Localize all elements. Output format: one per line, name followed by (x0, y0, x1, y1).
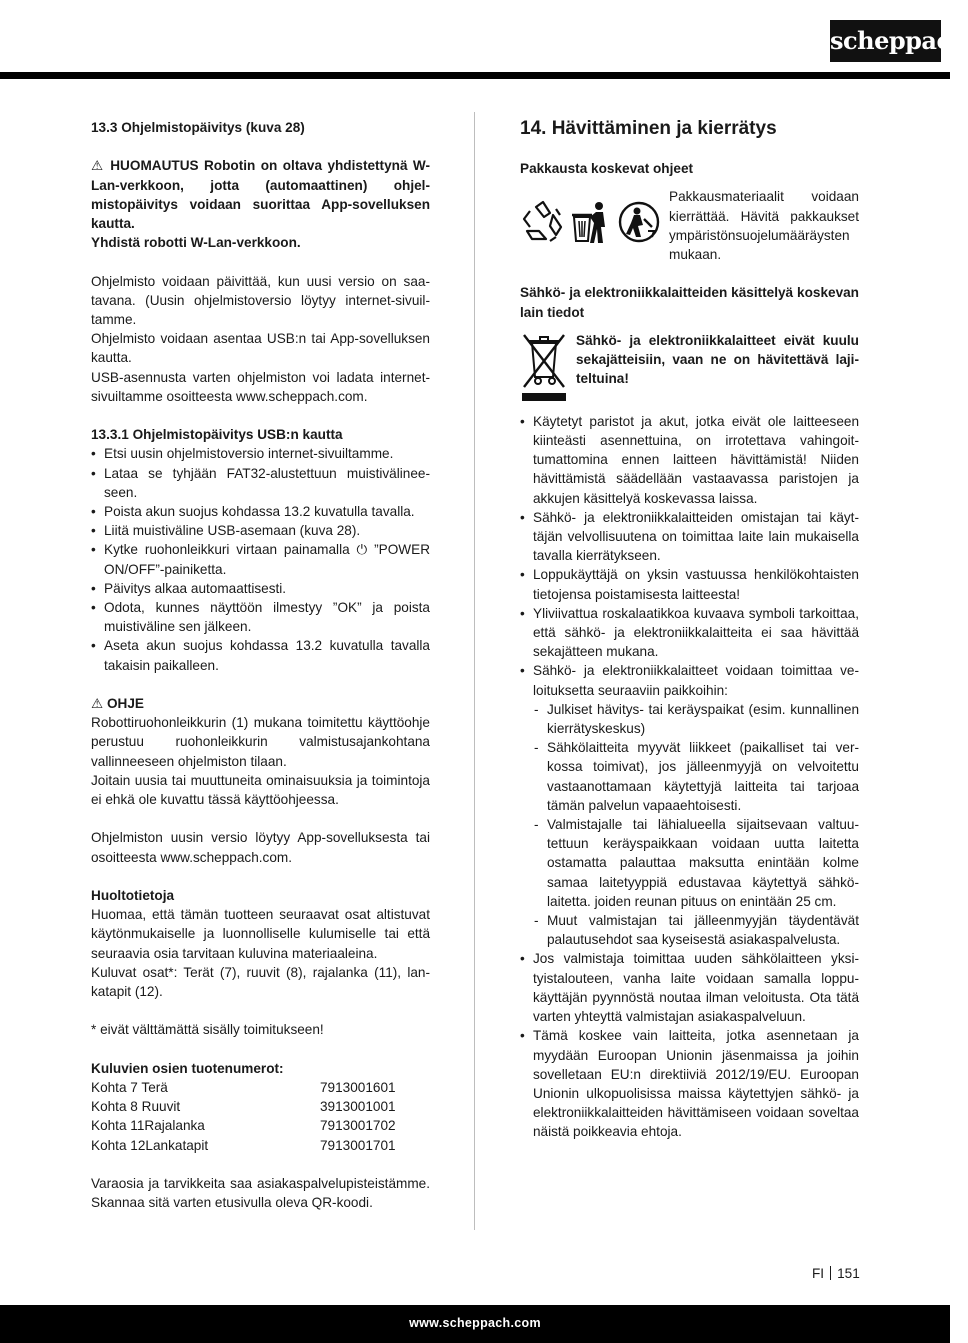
scheppach-logo: scheppach (830, 20, 941, 62)
sub-list-item: - Muut valmistajan tai jälleenmyyjän täydentävät palautusehdot saa kyseisestä asiakaspalvelusta. (533, 911, 859, 949)
crossed-bin-icon (520, 331, 568, 403)
warning-icon: ⚠ (91, 158, 105, 174)
part-number: 7913001601 (320, 1080, 396, 1096)
sub-list-item: - Valmistajalle tai lähialueella sijaitsevaan valtuutettuun keräyspaikkaan voidaan uutta laitetta ostamatta palauttaa maksutta enintään kolme samaa laitetyyppiä edustavaa käytettyä sähkölaitetta. joiden reunan pituus on enintään 25 cm. (533, 815, 859, 911)
separator (830, 1266, 831, 1280)
list-item (520, 661, 859, 949)
list-item: • Tämä koskee vain laitteita, jotka asennetaan ja myydään Euroopan Unionin jäsenmaissa ja joihin sovelletaan EU:n direktiiviä 2012/19/EU. Euroopan Unionin ulkopuolisissa maissa käytettyjen sähkö- ja elektroniikkalaitteiden hävittämiseen voidaan soveltaa näistä poikkeavia ehtoja. (520, 1026, 859, 1141)
section-heading-14: 14. Hävittäminen ja kierrätys (520, 118, 777, 139)
weee-list (520, 412, 859, 1142)
power-step-text: Kytke ruohonleikkuri virtaan painamalla (104, 542, 350, 558)
notice-action: Yhdistä robotti W-Lan-verkkoon. (91, 235, 301, 251)
list-item: • Liitä muistiväline USB-asemaan (kuva 28). (91, 521, 430, 540)
ohje-heading (91, 694, 430, 713)
parts-table (91, 1078, 430, 1155)
packaging-icons (520, 187, 665, 245)
warning-icon: ⚠ (91, 696, 104, 712)
power-button-icon: ⏻ (356, 542, 368, 558)
list-item: • Etsi uusin ohjelmistoversio internet-sivuiltamme. (91, 444, 430, 463)
packaging-block (520, 187, 859, 264)
language-code: FI (812, 1266, 825, 1281)
list-item: • Käytetyt paristot ja akut, jotka eivät ole laitteeseen kiinteästi asennettuina, on irrotettava vahingoittumattomina ennen laitteen hävittämistä! Niiden hävittämistä säädellään vastaavassa paristojen ja akkujen käsittelyä koskevassa laissa. (520, 412, 859, 508)
list-item: • Yliviivattua roskalaatikkoa kuvaava symboli tarkoittaa, että sähkö- ja elektroniikkalaitteita ei saa hävittää sekajätteen mukana. (520, 604, 859, 662)
footer-url: www.scheppach.com (409, 1316, 541, 1330)
part-name: Kohta 8 Ruuvit (91, 1099, 181, 1115)
power-step-text-end: ”POWER ON/OFF”-painiketta. (104, 542, 431, 577)
places-list (533, 700, 859, 950)
packaging-heading: Pakkausta koskevat ohjeet (520, 161, 694, 177)
paragraph: Ohjelmisto voidaan asentaa USB:n tai App-sovelluksen kautta. (91, 331, 430, 366)
paragraph: Huomaa, että tämän tuotteen seuraavat osat altistuvat käytönmukaiselle ja luonnolliselle kulumiselle tai että seuraavia osia tarvitaan kuluvina materiaaleina. (91, 907, 430, 961)
ohje-title: OHJE (106, 696, 144, 712)
paragraph: Robottiruohonleikkurin (1) mukana toimitettu käyttöohje perustuu ruohonleikkurin valmistusajankohtana vallinneeseen ohjelmiston tilaan. (91, 715, 430, 769)
list-item: • Loppukäyttäjä on yksin vastuussa henkilökohtaisten tietojensa poistamisesta laitteesta! (520, 565, 859, 603)
recycle-icon (520, 199, 566, 245)
part-number: 7913001701 (320, 1137, 396, 1153)
part-number: 7913001702 (320, 1118, 396, 1134)
column-divider (474, 112, 475, 1230)
sub-list-item: - Julkiset hävitys- tai keräyspaikat (esim. kunnallinen kierrätyskeskus) (533, 700, 859, 738)
list-item: • Lataa se tyhjään FAT32-alustettuun muistivälineeseen. (91, 464, 430, 502)
tidyman-bin-icon (570, 199, 612, 245)
sub-list-item: - Sähkölaitteita myyvät liikkeet (paikalliset tai verkossa toimivat), jos jälleenmyyjä on velvoitettu vastaanottamaan käytettyjä laitteita tai tarjoaa tämän palvelun vapaaehtoisesti. (533, 738, 859, 815)
weee-heading: Sähkö- ja elektroniikkalaitteiden käsittelyä koskevan lain tiedot (520, 285, 859, 320)
places-intro: Sähkö- ja elektroniikkalaitteet voidaan toimittaa veloituksetta seuraaviin paikkoihin: (533, 663, 859, 698)
paragraph: Joitain uusia tai muuttuneita ominaisuuksia ja toimintoja ei ehkä ole kuvattu tässä käyttöohjeessa. (91, 772, 430, 808)
list-item: • Aseta akun suojus kohdassa 13.2 kuvatulla tavalla takaisin paikalleen. (91, 636, 430, 674)
notice-block (91, 156, 430, 233)
usb-steps-list (91, 444, 430, 674)
paragraph: Varaosia ja tarvikkeita saa asiakaspalvelupisteistämme. Skannaa sitä varten etusivulla oleva QR-koodi. (91, 1176, 430, 1211)
right-column (520, 118, 859, 1142)
part-name: Kohta 7 Terä (91, 1080, 168, 1096)
left-column (91, 118, 430, 1212)
list-item: • Sähkö- ja elektroniikkalaitteiden omistajan tai käyttäjän velvollisuutena on toimittaa laite lain mukaisella tavalla kierrätykseen. (520, 508, 859, 566)
part-number: 3913001001 (320, 1099, 396, 1115)
list-item: • Jos valmistaja toimittaa uuden sähkölaitteen yksityistalouteen, vanha laite voidaan samalla loppukäyttäjän pyynnöstä noutaa ilman veloitusta. Ota tätä varten yhteyttä valmistajan asiakaspalveluun. (520, 949, 859, 1026)
list-item: • Odota, kunnes näyttöön ilmestyy ”OK” ja poista muistiväline sen jälkeen. (91, 598, 430, 636)
packaging-text: Pakkausmateriaalit voidaan kierrättää. Hävitä pakkaukset ympäristönsuojelumääräysten mukaan. (669, 189, 859, 262)
paragraph: Ohjelmiston uusin versio löytyy App-sovelluksesta tai osoitteesta www.scheppach.com. (91, 830, 430, 865)
list-item: • Poista akun suojus kohdassa 13.2 kuvatulla tavalla. (91, 502, 430, 521)
paragraph: USB-asennusta varten ohjelmiston voi ladata internet-sivuiltamme osoitteesta www.scheppach.com. (91, 369, 430, 404)
dispose-recycle-icon (616, 199, 662, 245)
paragraph: Ohjelmisto voidaan päivittää, kun uusi versio on saatavana. (Uusin ohjelmistoversio löytyy internet-sivuiltamme. (91, 273, 430, 327)
header-rule (0, 72, 950, 79)
weee-block (520, 331, 859, 403)
footnote: * eivät välttämättä sisälly toimitukseen! (91, 1022, 324, 1038)
parts-heading: Kuluvien osien tuotenumerot: (91, 1060, 284, 1076)
page-num: 151 (837, 1266, 860, 1281)
list-item (91, 540, 430, 578)
footer-bar (0, 1305, 950, 1343)
notice-text: HUOMAUTUS Robotin on oltava yhdistettynä W-Lan-verkkoon, jotta (automaattinen) ohjelmistopäivitys voidaan suorittaa App-sovelluksen kautta. (91, 158, 431, 231)
section-heading-13-3: 13.3 Ohjelmistopäivitys (kuva 28) (91, 120, 305, 135)
part-name: Kohta 12Lankatapit (91, 1137, 209, 1153)
paragraph: Kuluvat osat*: Terät (7), ruuvit (8), rajalanka (11), lankatapit (12). (91, 964, 430, 1000)
page-number (812, 1266, 860, 1281)
part-name: Kohta 11Rajalanka (91, 1118, 205, 1134)
list-item: • Päivitys alkaa automaattisesti. (91, 579, 430, 598)
huolto-heading: Huoltotietoja (91, 888, 175, 904)
section-heading-13-3-1: 13.3.1 Ohjelmistopäivitys USB:n kautta (91, 427, 343, 443)
weee-warning: Sähkö- ja elektroniikkalaitteet eivät kuulu sekajätteisiin, vaan ne on hävitettävä lajiteltuina! (576, 332, 859, 387)
